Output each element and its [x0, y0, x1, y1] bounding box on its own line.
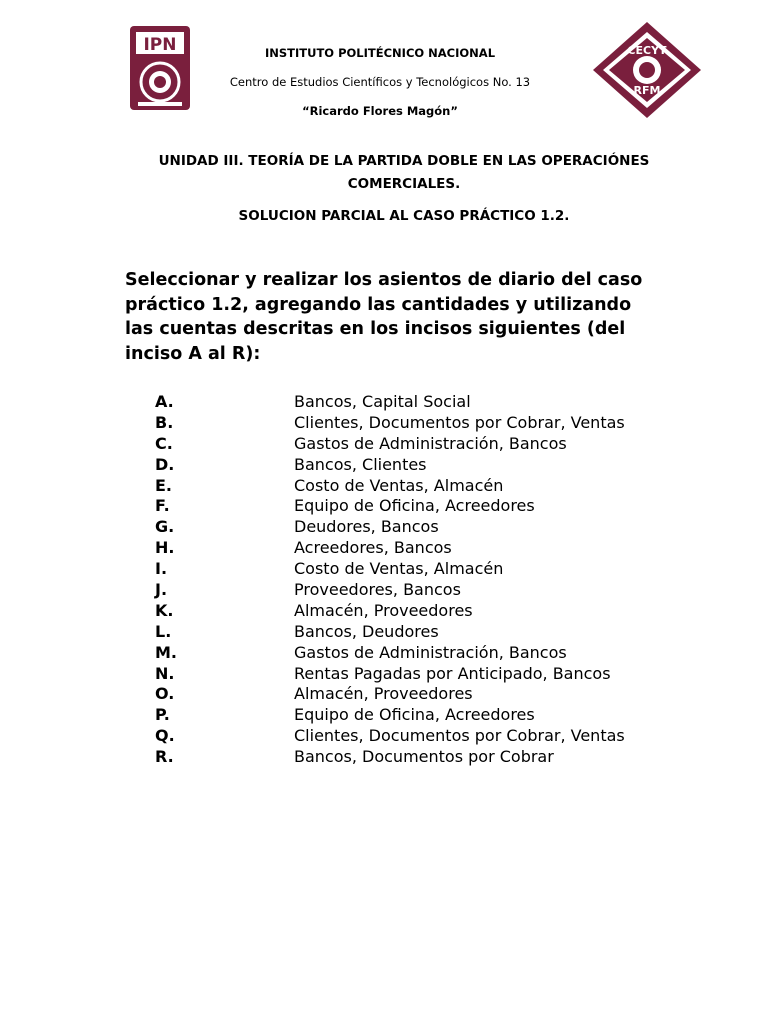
entry-letter: I. — [155, 559, 168, 579]
entry-accounts: Rentas Pagadas por Anticipado, Bancos — [294, 663, 611, 683]
entry-accounts: Bancos, Clientes — [294, 454, 427, 474]
entry-letter: J. — [155, 580, 168, 600]
list-item — [155, 664, 675, 685]
center-motto: “Ricardo Flores Magón” — [302, 104, 458, 118]
entry-letter: H. — [155, 538, 175, 558]
entry-accounts: Gastos de Administración, Bancos — [294, 642, 567, 662]
cecyt-logo-text-bottom: RFM — [633, 84, 661, 97]
entry-letter: F. — [155, 496, 170, 516]
entry-letter: D. — [155, 454, 175, 474]
entry-letter: G. — [155, 517, 175, 537]
ipn-logo — [128, 22, 192, 114]
list-item — [155, 455, 675, 476]
ipn-logo-text: IPN — [143, 35, 177, 55]
list-item — [155, 747, 675, 768]
entry-letter: R. — [155, 747, 174, 767]
cecyt-logo-text-top: CECYT — [627, 44, 667, 57]
entry-accounts: Proveedores, Bancos — [294, 580, 461, 600]
list-item — [155, 392, 675, 413]
entry-accounts: Clientes, Documentos por Cobrar, Ventas — [294, 726, 625, 746]
entry-letter: M. — [155, 642, 177, 662]
list-item — [155, 496, 675, 517]
case-title: SOLUCION PARCIAL AL CASO PRÁCTICO 1.2. — [238, 208, 570, 224]
list-item — [155, 684, 675, 705]
list-item — [155, 559, 675, 580]
entry-accounts: Equipo de Oficina, Acreedores — [294, 705, 535, 725]
entry-accounts: Almacén, Proveedores — [294, 684, 473, 704]
entry-accounts: Bancos, Capital Social — [294, 392, 471, 411]
list-item — [155, 643, 675, 664]
entry-letter: N. — [155, 663, 175, 683]
entry-letter: A. — [155, 392, 174, 411]
entry-accounts: Clientes, Documentos por Cobrar, Ventas — [294, 412, 625, 432]
entry-accounts: Gastos de Administración, Bancos — [294, 433, 567, 453]
list-item — [155, 726, 675, 747]
list-item — [155, 413, 675, 434]
list-item — [155, 705, 675, 726]
unit-title: UNIDAD III. TEORÍA DE LA PARTIDA DOBLE EN LAS OPERACIÓNES COMERCIALES. — [158, 153, 650, 192]
list-item — [155, 434, 675, 455]
list-item — [155, 601, 675, 622]
entry-letter: B. — [155, 412, 174, 432]
list-item — [155, 580, 675, 601]
entry-accounts: Bancos, Documentos por Cobrar — [294, 747, 554, 767]
entries-list — [155, 392, 675, 768]
center-name: Centro de Estudios Científicos y Tecnológicos No. 13 — [229, 75, 531, 89]
entry-accounts: Costo de Ventas, Almacén — [294, 475, 504, 495]
entry-accounts: Acreedores, Bancos — [294, 538, 452, 558]
entry-letter: Q. — [155, 726, 175, 746]
entry-letter: O. — [155, 684, 175, 704]
list-item — [155, 476, 675, 497]
entry-accounts: Bancos, Deudores — [294, 621, 439, 641]
entry-accounts: Deudores, Bancos — [294, 517, 439, 537]
instructions-paragraph: Seleccionar y realizar los asientos de diario del caso práctico 1.2, agregando las cantidades y utilizando las cuentas descritas en los incisos siguientes (del inciso A al R): — [125, 270, 643, 364]
entry-letter: K. — [155, 600, 174, 620]
list-item — [155, 517, 675, 538]
list-item — [155, 538, 675, 559]
entry-letter: E. — [155, 475, 173, 495]
entry-accounts: Almacén, Proveedores — [294, 600, 473, 620]
entry-letter: L. — [155, 621, 172, 641]
list-item — [155, 622, 675, 643]
cecyt-logo — [591, 20, 703, 120]
institution-name: INSTITUTO POLITÉCNICO NACIONAL — [264, 46, 496, 60]
entry-letter: C. — [155, 433, 173, 453]
entry-accounts: Equipo de Oficina, Acreedores — [294, 496, 535, 516]
entry-letter: P. — [155, 705, 170, 725]
entry-accounts: Costo de Ventas, Almacén — [294, 559, 504, 579]
